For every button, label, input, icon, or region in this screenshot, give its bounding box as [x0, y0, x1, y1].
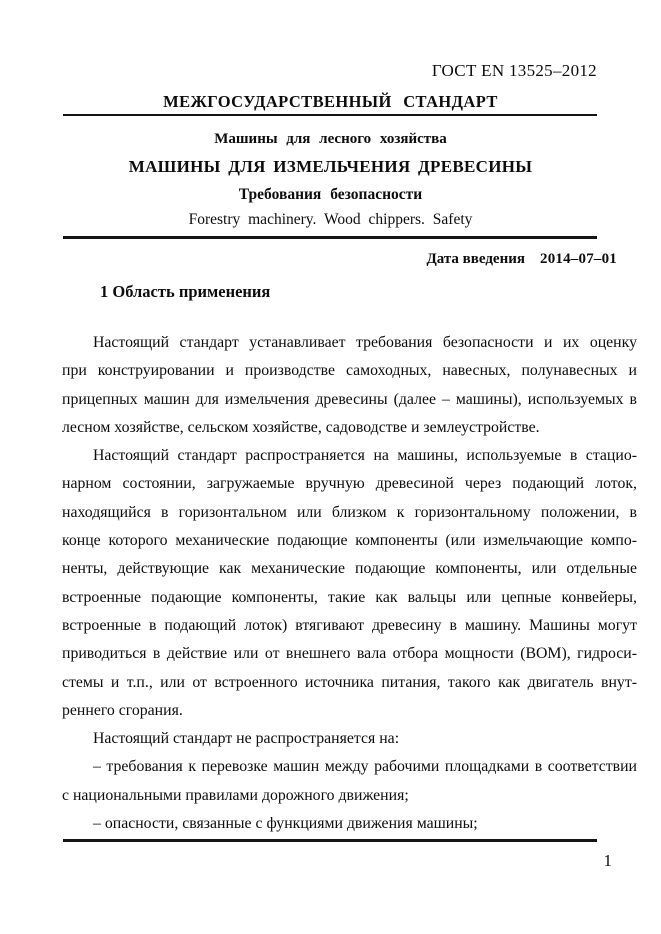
body-line: находящийся в горизонтальном или близком к горизонтальному положении, в [62, 503, 637, 521]
body-line: Настоящий стандарт распространяется на машины, используемые в стацио- [93, 447, 637, 465]
body-line: – опасности, связанные с функциями движения машины; [93, 815, 478, 833]
body-line: Настоящий стандарт не распространяется на: [93, 730, 400, 748]
title-main: МАШИНЫ ДЛЯ ИЗМЕЛЬЧЕНИЯ ДРЕВЕСИНЫ [128, 157, 533, 176]
body-line: лесном хозяйстве, сельском хозяйстве, садоводстве и землеустройстве. [62, 418, 540, 436]
body-line: встроенные в подающий лоток) втягивают древесину в машину. Машины могут [62, 616, 637, 634]
body-line: стемы и т.п., или от встроенного источника питания, такого как двигатель внут- [62, 673, 637, 691]
body-text [62, 329, 637, 838]
title-subtitle: Требования безопасности [238, 186, 423, 203]
page-number: 1 [603, 851, 612, 870]
effective-date-value: 2014–07–01 [540, 251, 617, 267]
body-line: Настоящий стандарт устанавливает требования безопасности и их оценку [93, 334, 637, 351]
body-line: приводиться в действие или от внешнего вала отбора мощности (ВОМ), гидроси- [62, 645, 637, 663]
section-1-heading: 1 Область применения [100, 282, 271, 301]
title-english: Forestry machinery. Wood chippers. Safety [188, 211, 473, 228]
title-group: Машины для лесного хозяйства [214, 131, 447, 147]
body-line: встроенные подающие компоненты, такие как вальцы или цепные конвейеры, [62, 588, 637, 606]
body-line: реннего сгорания. [62, 701, 183, 719]
body-line: – требования к перевозке машин между рабочими площадками в соответствии [93, 758, 637, 776]
body-line: при конструировании и производстве самоходных, навесных, полунавесных и [62, 362, 637, 380]
footer-rule [63, 839, 597, 842]
body-line: с национальными правилами дорожного движения; [62, 786, 409, 804]
body-line: прицепных машин для измельчения древесины (далее – машины), используемых в [62, 390, 637, 408]
header-rule-bottom [63, 236, 597, 239]
header-rule-top [63, 114, 597, 116]
body-line: конце которого механические подающие компоненты (или измельчающие компо- [62, 532, 637, 550]
document-code: ГОСТ EN 13525–2012 [431, 61, 597, 80]
effective-date-label: Дата введения [426, 251, 525, 267]
body-line: ненты, действующие как механические подающие компоненты, или отдельные [62, 560, 637, 578]
standard-type-heading: МЕЖГОСУДАРСТВЕННЫЙ СТАНДАРТ [163, 92, 498, 111]
effective-date-line [426, 251, 617, 268]
body-line: нарном состоянии, загружаемые вручную древесиной через подающий лоток, [62, 475, 637, 493]
